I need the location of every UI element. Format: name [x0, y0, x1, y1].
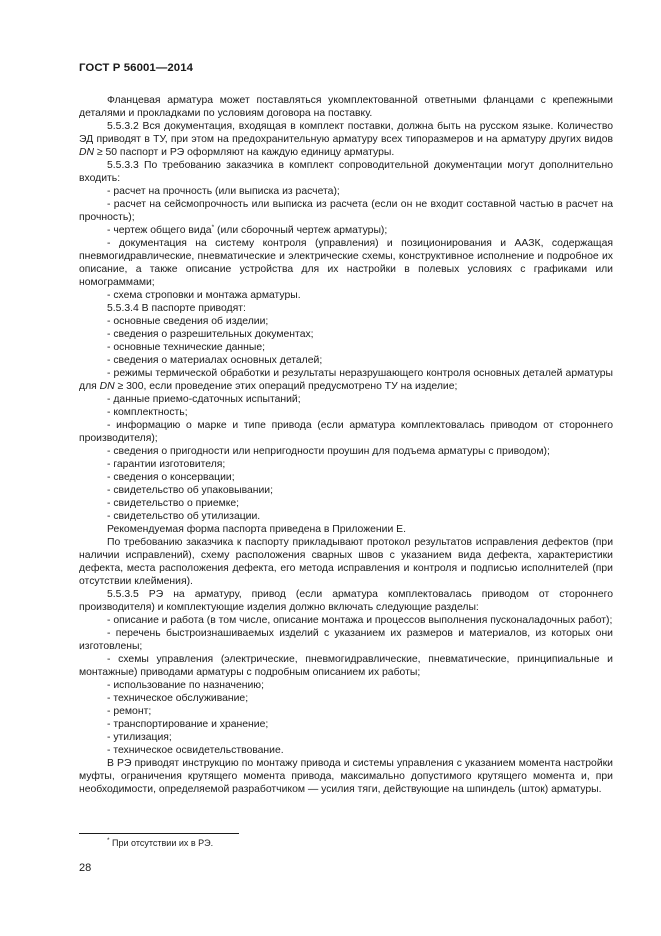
list-item: - утилизация;	[107, 732, 172, 743]
footnote: * При отсутствии их в РЭ.	[107, 837, 214, 848]
standard-header: ГОСТ Р 56001—2014	[79, 62, 194, 74]
paragraph: В РЭ приводят инструкцию по монтажу привода и системы управления с указанием момента настройки муфты, ограничения крутящего момента привода, максимально допустимого крутящего момента и, при необходимости, определяемой разработчиком — усилия тяги, действующие на шпиндель (шток) арматуры.	[79, 758, 613, 795]
list-item: - свидетельство об утилизации.	[107, 511, 261, 522]
list-item: - основные сведения об изделии;	[107, 316, 269, 327]
list-item: - свидетельство об упаковывании;	[107, 485, 274, 496]
list-item: - комплектность;	[107, 407, 188, 418]
paragraph: 5.5.3.4 В паспорте приводят:	[107, 303, 246, 314]
list-item: - описание и работа (в том числе, описание монтажа и процессов выполнения пусконаладочных работ);	[107, 615, 613, 626]
paragraph: 5.5.3.3 По требованию заказчика в комплект сопроводительной документации могут дополнительно входить:	[79, 160, 613, 184]
list-item: - сведения о консервации;	[107, 472, 235, 483]
paragraph: Рекомендуемая форма паспорта приведена в Приложении Е.	[107, 524, 406, 535]
list-item: - схемы управления (электрические, пневмогидравлические, пневматические, принципиальные и монтажные) приводами арматуры с подробным описанием их работы;	[79, 654, 613, 678]
page-number: 28	[79, 862, 92, 874]
list-item: - сведения о пригодности или непригодности проушин для подъема арматуры с приводом);	[107, 446, 550, 457]
list-item: - режимы термической обработки и результаты неразрушающего контроля основных деталей арматуры для DN ≥ 300, если проведение этих операций предусмотрено ТУ на изделие;	[79, 368, 613, 392]
footnote-divider	[79, 833, 239, 834]
list-item: - схема строповки и монтажа арматуры.	[107, 290, 301, 301]
list-item: - данные приемо-сдаточных испытаний;	[107, 394, 301, 405]
list-item: - расчет на прочность (или выписка из расчета);	[107, 186, 340, 197]
paragraph: 5.5.3.5 РЭ на арматуру, привод (если арматура комплектовалась приводом от стороннего производителя) и комплектующие изделия должно включать следующие разделы:	[79, 589, 613, 613]
list-item: - информацию о марке и типе привода (если арматура комплектовалась приводом от стороннего производителя);	[79, 420, 613, 444]
document-body	[79, 94, 613, 796]
list-item: - чертеж общего вида* (или сборочный чертеж арматуры);	[107, 224, 388, 236]
list-item: - транспортирование и хранение;	[107, 719, 269, 730]
list-item: - основные технические данные;	[107, 342, 266, 353]
list-item: - сведения о разрешительных документах;	[107, 329, 314, 340]
paragraph: 5.5.3.2 Вся документация, входящая в комплект поставки, должна быть на русском языке. Количество ЭД приводят в ТУ, при этом на предохранительную арматуру всех типоразмеров и на арматуру других видов DN ≥ 50 паспорт и РЭ оформляют на каждую единицу арматуры.	[79, 121, 613, 158]
list-item: - техническое освидетельствование.	[107, 745, 284, 756]
list-item: - сведения о материалах основных деталей;	[107, 355, 323, 366]
paragraph: Фланцевая арматура может поставляться укомплектованной ответными фланцами с крепежными деталями и прокладками по условиям договора на поставку.	[79, 95, 613, 119]
list-item: - перечень быстроизнашиваемых изделий с указанием их размеров и материалов, из которых они изготовлены;	[79, 628, 613, 652]
list-item: - расчет на сейсмопрочность или выписка из расчета (если он не входит составной частью в расчет на прочность);	[79, 199, 613, 223]
list-item: - гарантии изготовителя;	[107, 459, 226, 470]
list-item: - использование по назначению;	[107, 680, 264, 691]
list-item: - документация на систему контроля (управления) и позиционирования и ААЗК, содержащая пневмогидравлические, пневматические и электрические схемы, конструктивное исполнение и подробное их описание, а также описание устройства для их настройки в полевых условиях с графиками или номограммами;	[79, 238, 613, 288]
list-item: - свидетельство о приемке;	[107, 498, 240, 509]
list-item: - ремонт;	[107, 706, 152, 717]
list-item: - техническое обслуживание;	[107, 693, 249, 704]
paragraph: По требованию заказчика к паспорту прикладывают протокол результатов исправления дефектов (при наличии исправлений), схему расположения сварных швов с указанием вида дефекта, характеристики дефекта, места расположения дефекта, его метода исправления и контроля и подписью исполнителей (при отсутствии клеймения).	[79, 537, 613, 587]
